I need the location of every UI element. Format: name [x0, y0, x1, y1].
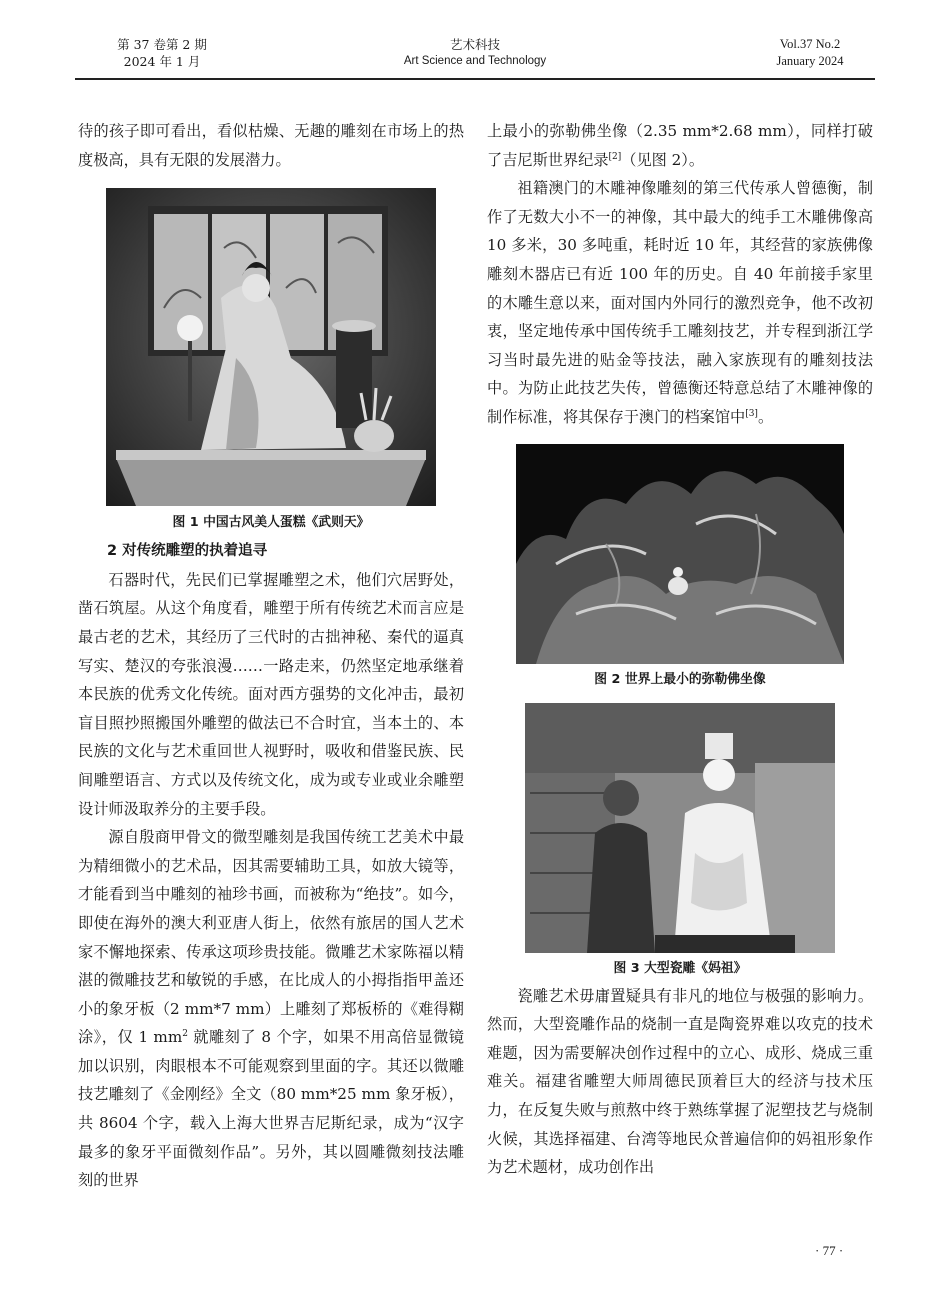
header-rule [75, 78, 875, 80]
figure-2-caption: 图 2 世界上最小的弥勒佛坐像 [594, 671, 766, 687]
right-column [487, 117, 873, 1182]
figure-1-caption: 图 1 中国古风美人蛋糕《武则天》 [172, 515, 370, 531]
journal-title-en: Art Science and Technology [403, 55, 547, 67]
paragraph-text: （见图 2）。 [621, 150, 705, 169]
volume-issue: 第 37 卷第 2 期 [117, 37, 207, 52]
page-number: · 77 · [815, 1243, 844, 1258]
paragraph-continued: 待的孩子即可看出，看似枯燥、无趣的雕刻在市场上的热度极高，具有无限的发展潜力。 [78, 122, 464, 169]
figure-3-image [525, 703, 835, 953]
paragraph-text: 就雕刻了 8 个字，如果不用高倍显微镜加以识别，肉眼根本不可能观察到里面的字。其还以微雕技艺雕刻了《金刚经》全文（80 mm*25 mm 象牙板），共 8604 个字，载入上海大世界吉尼斯纪录，成为“汉字最多的象牙平面微刻作品”。另外，其以圆雕微刻技法雕刻的世界 [78, 1028, 464, 1190]
issue-date: 2024 年 1 月 [123, 54, 201, 69]
left-column [78, 117, 464, 1195]
journal-issue [112, 36, 212, 70]
citation-ref: [3] [745, 408, 758, 419]
superscript: 2 [182, 1029, 188, 1040]
paragraph-continued [487, 117, 873, 174]
paragraph [487, 174, 873, 431]
paragraph-text: 祖籍澳门的木雕神像雕刻的第三代传承人曾德衡，制作了无数大小不一的神像，其中最大的纯手工木雕佛像高 10 多米，30 多吨重，耗时近 10 年，其经营的家族佛像雕刻木器店已有近 100 年的历史。自 40 年前接手家里的木雕生意以来，面对国内外同行的激烈竞争，他不改初衷，坚定地传承中国传统手工雕刻技艺，并专程到浙江学习当时最先进的贴金等技法，融入家族现有的雕刻技法中。为防止此技艺失传，曾德衡还特意总结了木雕神像的制作标准，将其保存于澳门的档案馆中 [487, 179, 873, 426]
journal-issue-en [755, 36, 865, 70]
paragraph-text: 源自殷商甲骨文的微型雕刻是我国传统工艺美术中最为精细微小的艺术品，因其需要辅助工具，如放大镜等，才能看到当中雕刻的袖珍书画，而被称为“绝技”。如今，即使在海外的澳大利亚唐人街上，依然有旅居的国人艺术家不懈地探索、传承这项珍贵技能。微雕艺术家陈福以精湛的微雕技艺和敏锐的手感，在比成人的小拇指指甲盖还小的象牙板（2 mm*7 mm）上雕刻了郑板桥的《难得糊涂》，仅 1 mm [78, 828, 464, 1047]
figure-2-image [516, 444, 844, 664]
issue-date-en: January 2024 [776, 54, 844, 68]
paragraph: 石器时代，先民们已掌握雕塑之术，他们穴居野处，凿石筑屋。从这个角度看，雕塑于所有传统艺术而言应是最古老的艺术，其经历了三代时的古拙神秘、秦代的逼真写实、楚汉的夸张浪漫……一路走来，仍然坚定地承继着本民族的优秀文化传统。面对西方强势的文化冲击，最初盲目照抄照搬国外雕塑的做法已不合时宜，当本土的、本民族的文化与艺术重回世人视野时，吸收和借鉴民族、民间雕塑语言、方式以及传统文化，成为或专业或业余雕塑设计师汲取养分的主要手段。 [78, 570, 464, 818]
citation-ref: [2] [608, 151, 622, 162]
paragraph-text: 上最小的弥勒佛坐像（2.35 mm*2.68 mm），同样打破了吉尼斯世界纪录 [487, 122, 873, 169]
journal-title-cn: 艺术科技 [449, 37, 500, 52]
volume-issue-en: Vol.37 No.2 [779, 37, 841, 51]
paragraph: 瓷雕艺术毋庸置疑具有非凡的地位与极强的影响力。然而，大型瓷雕作品的烧制一直是陶瓷界难以攻克的技术难题，因为需要解决创作过程中的立心、成形、烧成三重难关。福建省雕塑大师周德民顶着巨大的经济与技术压力，在反复失败与煎熬中终于熟练掌握了泥塑技艺与烧制火候，其选择福建、台湾等地民众普遍信仰的妈祖形象作为艺术题材，成功创作出 [487, 986, 873, 1177]
journal-title [375, 36, 575, 70]
paragraph-text: 。 [757, 407, 774, 426]
figure-1-image [106, 188, 436, 506]
figure-3-caption: 图 3 大型瓷雕《妈祖》 [613, 960, 747, 976]
paragraph [78, 823, 464, 1195]
section-heading: 2 对传统雕塑的执着追寻 [107, 543, 268, 560]
